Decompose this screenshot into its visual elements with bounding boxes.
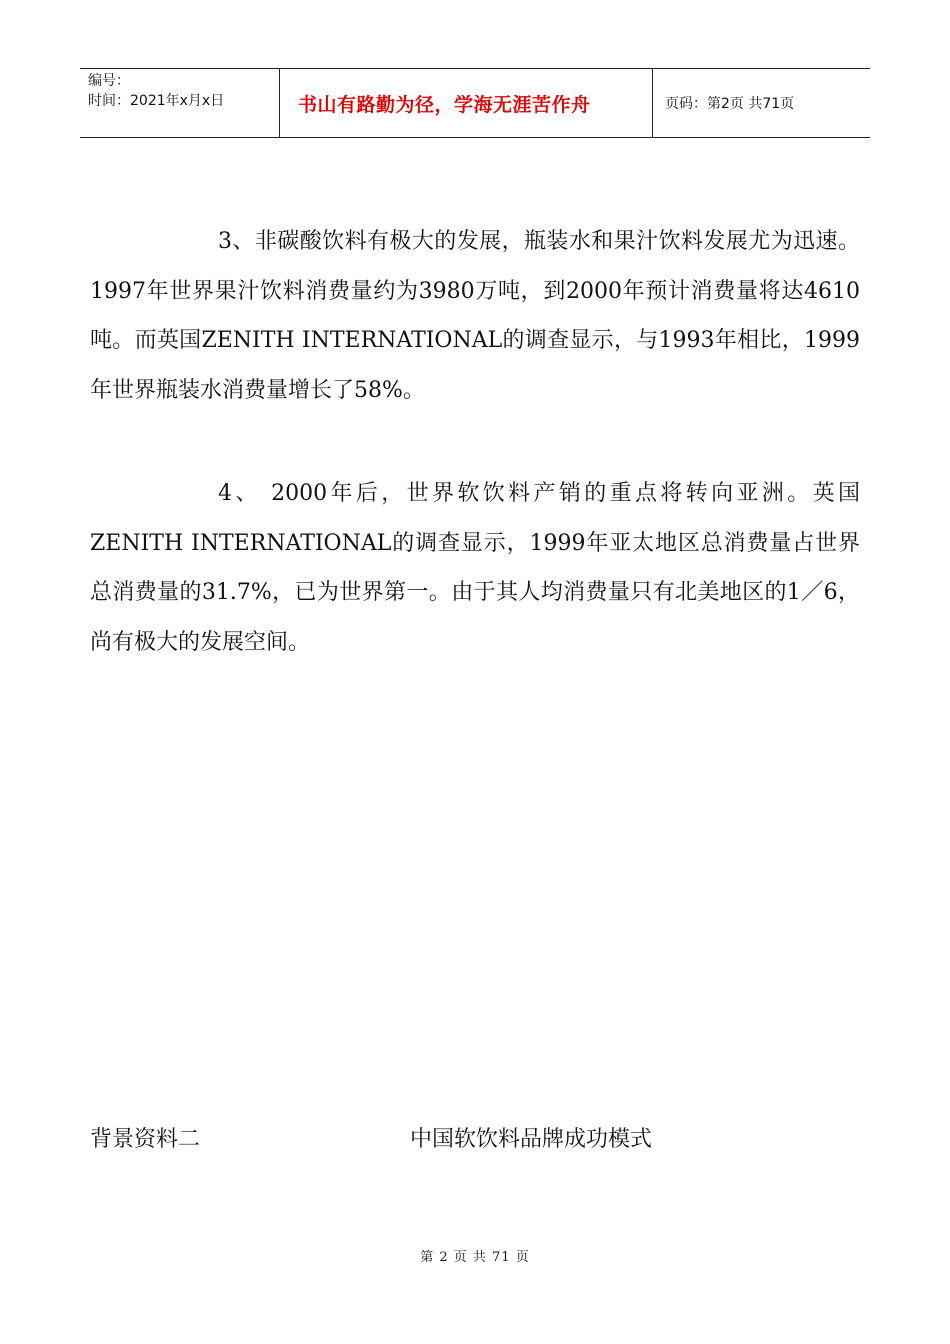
- paragraph-text: 非碳酸饮料有极大的发展，瓶装水和果汁饮料发展尤为迅速。1997年世界果汁饮料消费量约为3980万吨，到2000年预计消费量将达4610吨。而英国ZENITH INTERNATIONAL的调查显示，与1993年相比，1999年世界瓶装水消费量增长了58%。: [90, 229, 860, 403]
- paragraph-number: 4、: [218, 481, 261, 506]
- document-number-label: 编号：: [88, 73, 130, 89]
- paragraph-4: [90, 469, 860, 667]
- header-motto-cell: [280, 69, 653, 137]
- page-header: [80, 68, 870, 138]
- paragraph-3: [90, 217, 860, 415]
- header-meta-cell: [80, 69, 280, 137]
- section-title: 中国软饮料品牌成功模式: [410, 1127, 653, 1152]
- header-motto: 书山有路勤为径，学海无涯苦作舟: [298, 93, 591, 116]
- section-label: 背景资料二: [90, 1127, 201, 1152]
- document-time-label: 时间：2021年x月x日: [88, 93, 225, 109]
- page-footer: 第 2 页 共 71 页: [420, 1250, 530, 1265]
- paragraph-number: 3、: [218, 229, 255, 254]
- header-page-info: 页码：第2页 共71页: [665, 96, 795, 112]
- header-page-cell: [653, 69, 870, 137]
- paragraph-text: 2000年后，世界软饮料产销的重点将转向亚洲。英国ZENITH INTERNATIONAL的调查显示，1999年亚太地区总消费量占世界总消费量的31.7%，已为世界第一。由于其人均消费量只有北美地区的1／6，尚有极大的发展空间。: [90, 481, 860, 655]
